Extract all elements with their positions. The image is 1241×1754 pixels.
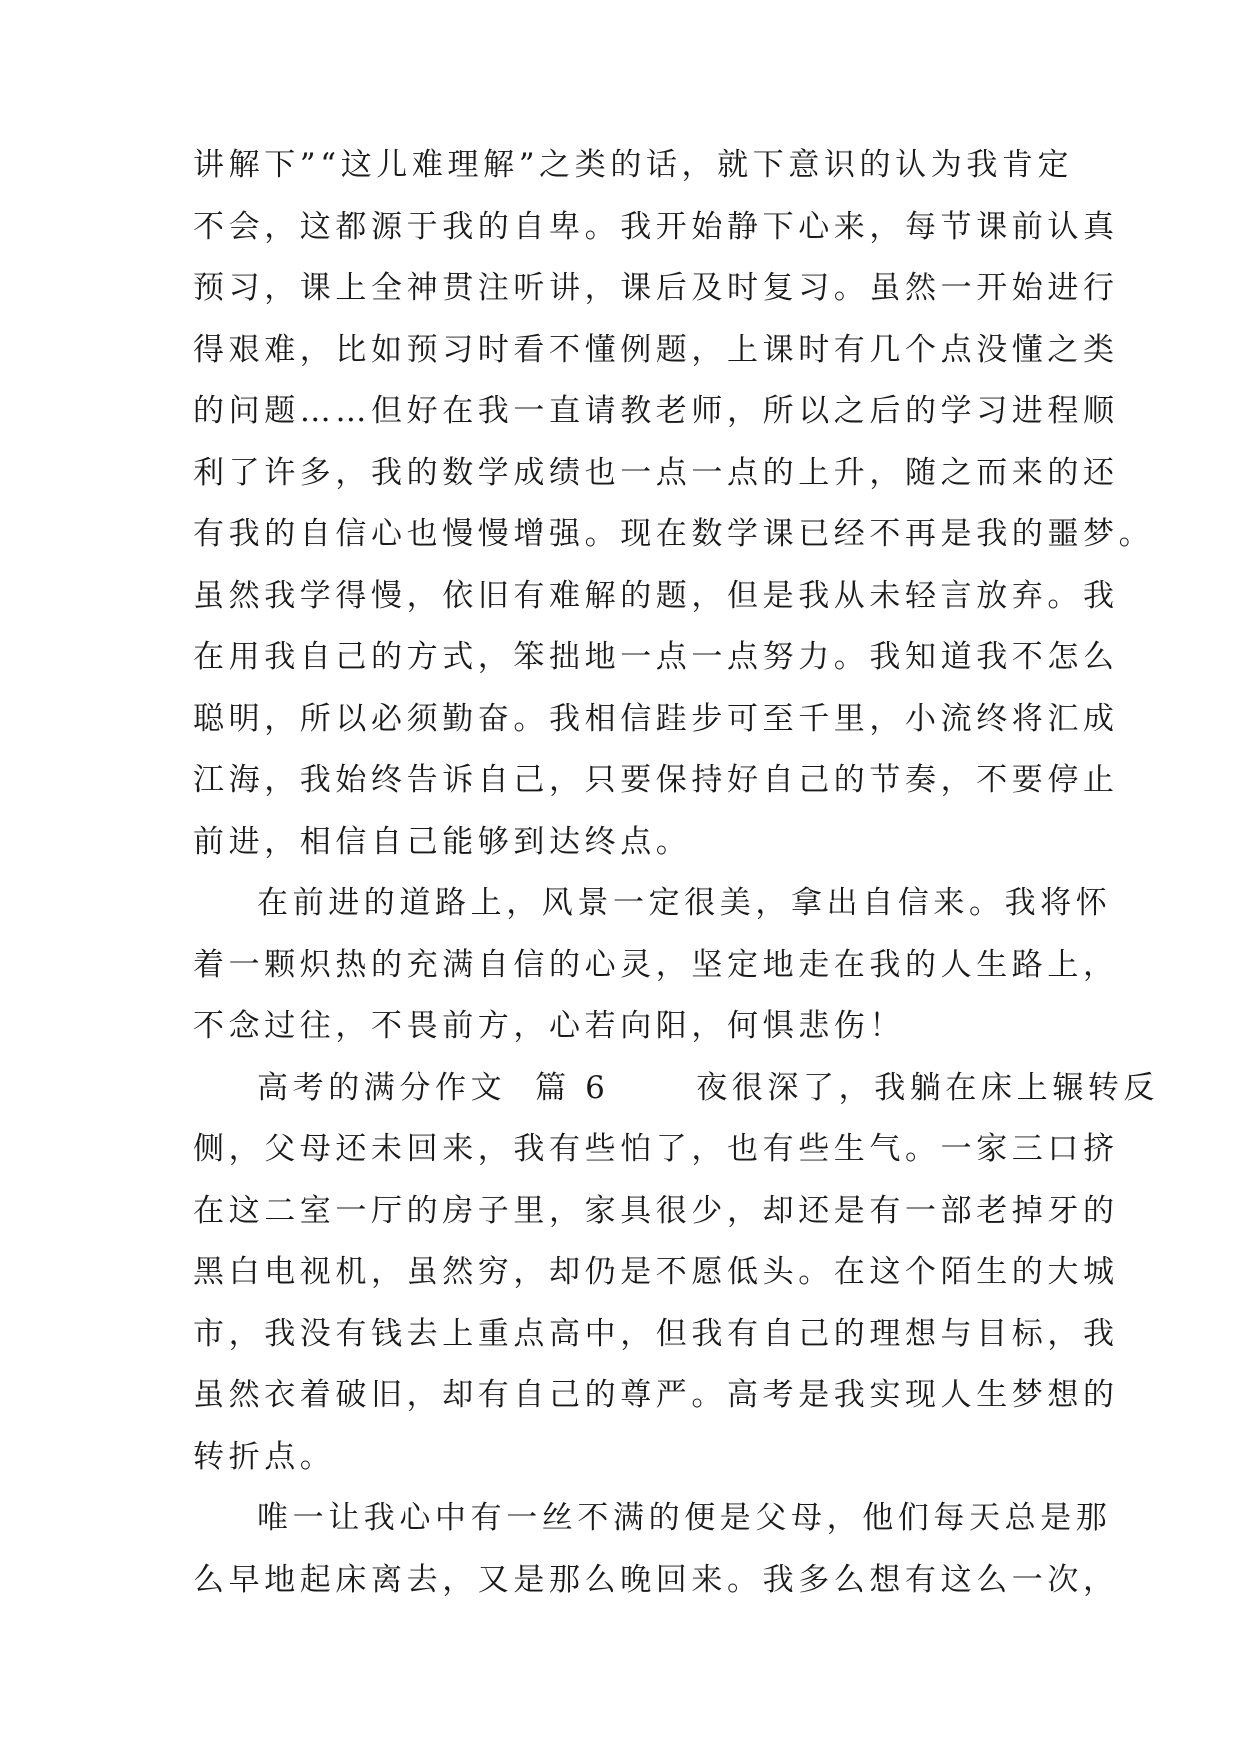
- text-line: 转折点。: [193, 1438, 336, 1475]
- text-line: 在这二室一厅的房子里，家具很少，却还是有一部老掉牙的: [193, 1192, 1119, 1229]
- text-line: 得艰难，比如预习时看不懂例题，上课时有几个点没懂之类: [193, 331, 1119, 368]
- text-line: 虽然我学得慢，依旧有难解的题，但是我从未轻言放弃。我: [193, 577, 1119, 614]
- text-line: 聪明，所以必须勤奋。我相信跬步可至千里，小流终将汇成: [193, 700, 1119, 737]
- paragraph-start-line: 在前进的道路上，风景一定很美，拿出自信来。我将怀: [257, 885, 1112, 921]
- text-line: 虽然衣着破旧，却有自己的尊严。高考是我实现人生梦想的: [193, 1377, 1119, 1413]
- paragraph-start-line: 唯一让我心中有一丝不满的便是父母，他们每天总是那: [257, 1500, 1112, 1536]
- text-line: 市，我没有钱去上重点高中，但我有自己的理想与目标，我: [193, 1315, 1119, 1352]
- essay-body: [193, 135, 1160, 1611]
- text-line: 在用我自己的方式，笨拙地一点一点努力。我知道我不怎么: [193, 639, 1119, 675]
- text-line: 的问题……但好在我一直请教老师，所以之后的学习进程顺: [193, 393, 1119, 429]
- text-line: 前进，相信自己能够到达终点。: [193, 823, 692, 860]
- text-line: 讲解下”“这儿难理解”之类的话，就下意识的认为我肯定: [193, 147, 1074, 183]
- text-line: 侧，父母还未回来，我有些怕了，也有些生气。一家三口挤: [193, 1131, 1119, 1167]
- text-line: 么早地起床离去，又是那么晚回来。我多么想有这么一次，: [193, 1561, 1119, 1598]
- text-line: 预习，课上全神贯注听讲，课后及时复习。虽然一开始进行: [193, 270, 1119, 306]
- text-line: 有我的自信心也慢慢增强。现在数学课已经不再是我的噩梦。: [193, 516, 1155, 552]
- text-line: 着一颗炽热的充满自信的心灵，坚定地走在我的人生路上，: [193, 946, 1119, 983]
- text-line: 利了许多，我的数学成绩也一点一点的上升，随之而来的还: [193, 454, 1119, 491]
- text-line: 江海，我始终告诉自己，只要保持好自己的节奏，不要停止: [193, 762, 1119, 798]
- text-line: 不念过往，不畏前方，心若向阳，何惧悲伤！: [193, 1008, 905, 1044]
- text-line: 不会，这都源于我的自卑。我开始静下心来，每节课前认真: [193, 208, 1119, 245]
- section-heading-line: 高考的满分作文 篇 6 夜很深了，我躺在床上辗转反: [257, 1069, 1160, 1106]
- text-line: 黑白电视机，虽然穷，却仍是不愿低头。在这个陌生的大城: [193, 1254, 1119, 1290]
